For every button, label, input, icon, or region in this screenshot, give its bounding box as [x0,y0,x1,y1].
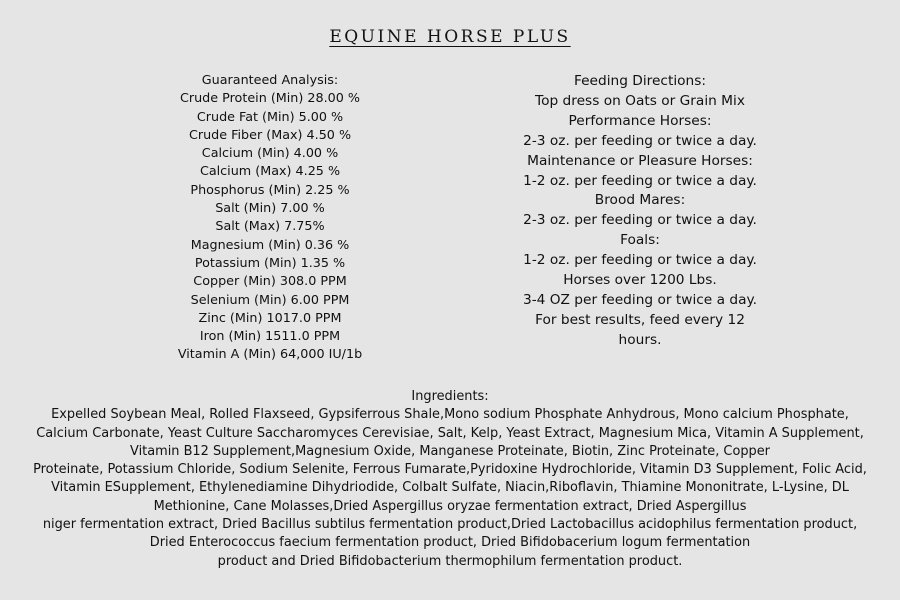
analysis-item: Potassium (Min) 1.35 % [194,255,346,271]
ingredients-line: Expelled Soybean Meal, Rolled Flaxseed, Gypsiferrous Shale,Mono sodium Phosphate Anhydrous, Mono calcium Phosphate, [51,407,849,423]
ingredients-line: niger fermentation extract, Dried Bacillus subtilus fermentation product,Dried Lactobacillus acidophilus fermentation product, [42,517,858,533]
ingredients-line: Proteinate, Potassium Chloride, Sodium Selenite, Ferrous Fumarate,Pyridoxine Hydrochloride, Vitamin D3 Supplement, Folic Acid, [33,462,867,478]
analysis-item: Selenium (Min) 6.00 PPM [190,292,350,308]
feeding-heading: Feeding Directions: [573,73,707,89]
feeding-line: Performance Horses: [568,112,712,129]
feeding-line: hours. [618,331,662,348]
analysis-item: Salt (Max) 7.75% [215,219,325,235]
guaranteed-analysis [120,72,420,365]
feeding-line: For best results, feed every 12 [535,311,745,328]
ingredients-line: Methionine, Cane Molasses,Dried Aspergillus oryzae fermentation extract, Dried Aspergillus [153,498,747,514]
analysis-item: Crude Protein (Min) 28.00 % [179,91,361,107]
feeding-line: 2-3 oz. per feeding or twice a day. [523,132,757,149]
feeding-line: 1-2 oz. per feeding or twice a day. [523,252,757,269]
analysis-item: Copper (Min) 308.0 PPM [193,274,347,290]
feeding-line: 2-3 oz. per feeding or twice a day. [523,212,757,229]
analysis-item: Iron (Min) 1511.0 PPM [199,329,341,345]
feeding-line: Foals: [620,232,660,249]
analysis-item: Vitamin A (Min) 64,000 IU/1b [177,347,363,363]
ingredients-section [0,388,900,571]
feeding-directions [490,72,790,351]
feeding-line: 3-4 OZ per feeding or twice a day. [522,291,758,308]
analysis-item: Zinc (Min) 1017.0 PPM [198,310,342,326]
ingredients-line: Dried Enterococcus faecium fermentation product, Dried Bifidobacerium logum fermentation [149,535,751,551]
ingredients-heading: Ingredients: [411,389,489,404]
analysis-heading: Guaranteed Analysis: [201,73,339,88]
feeding-line: Brood Mares: [594,192,686,209]
analysis-item: Phosphorus (Min) 2.25 % [190,182,350,198]
analysis-item: Crude Fat (Min) 5.00 % [196,109,344,125]
feeding-line: Top dress on Oats or Grain Mix [535,92,745,109]
product-title: EQUINE HORSE PLUS [329,27,571,47]
analysis-item: Crude Fiber (Max) 4.50 % [188,127,352,143]
feeding-line: 1-2 oz. per feeding or twice a day. [523,172,757,189]
analysis-item: Calcium (Min) 4.00 % [201,146,339,162]
ingredients-line: Vitamin ESupplement, Ethylenediamine Dihydriodide, Colbalt Sulfate, Niacin,Riboflavin, Thiamine Mononitrate, L-Lysine, DL [51,480,849,496]
analysis-item: Salt (Min) 7.00 % [215,201,325,217]
feeding-line: Horses over 1200 Lbs. [563,272,717,289]
ingredients-line: Calcium Carbonate, Yeast Culture Saccharomyces Cerevisiae, Salt, Kelp, Yeast Extract, Magnesium Mica, Vitamin A Supplement, [36,425,864,441]
analysis-item: Calcium (Max) 4.25 % [199,164,341,180]
analysis-item: Magnesium (Min) 0.36 % [190,237,350,253]
feeding-line: Maintenance or Pleasure Horses: [527,152,753,169]
ingredients-line: Vitamin B12 Supplement,Magnesium Oxide, Manganese Proteinate, Biotin, Zinc Proteinate, Copper [130,443,770,459]
ingredients-line: product and Dried Bifidobacterium thermophilum fermentation product. [217,553,683,569]
